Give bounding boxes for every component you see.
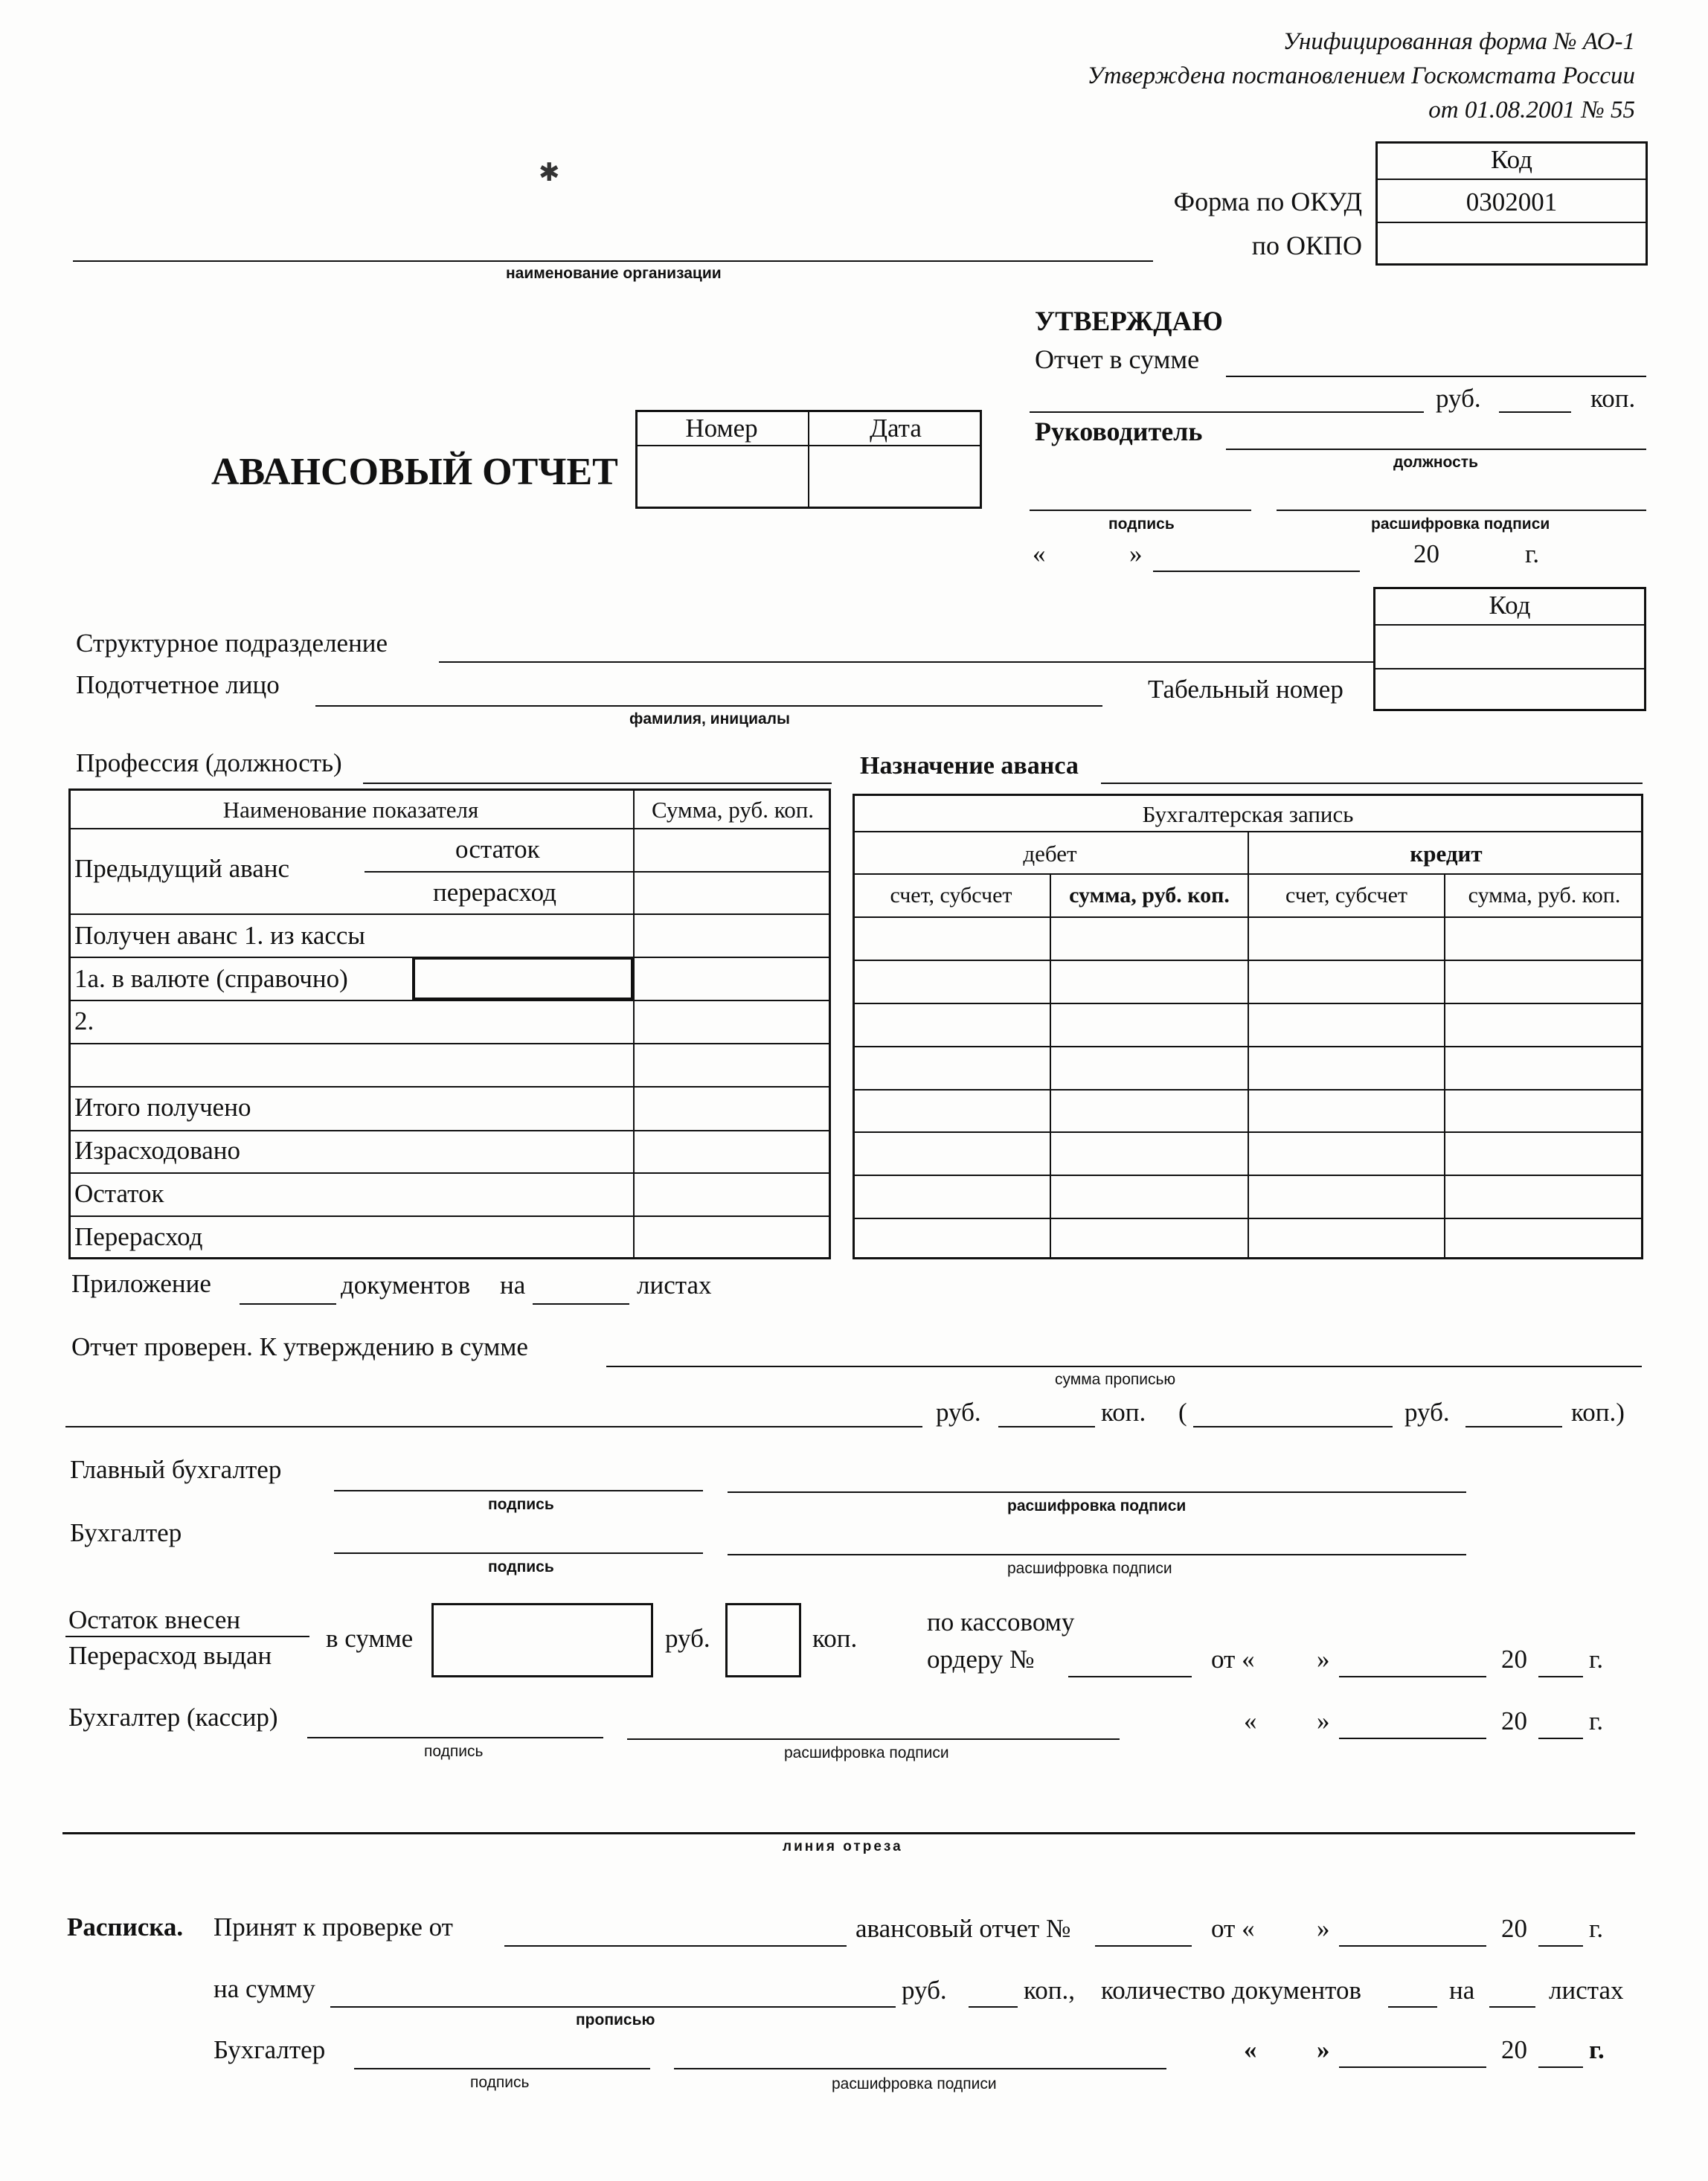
debit-sum-header: сумма, руб. коп. (1069, 883, 1230, 908)
doc-number-field[interactable] (638, 447, 807, 507)
row2-label: 2. (74, 1006, 94, 1035)
receipt-from-quote: от « (1211, 1914, 1255, 1943)
cashier-signature-caption: подпись (424, 1743, 484, 1760)
cashier-year-suffix: г. (1589, 1706, 1604, 1735)
cashier-quote-open: « (1244, 1706, 1257, 1735)
verified-kop-close: коп.) (1571, 1398, 1625, 1427)
table-row-divider (68, 1043, 831, 1044)
credit-account-cell[interactable] (1250, 1134, 1442, 1172)
cash-from-quote: от « (1211, 1645, 1255, 1674)
credit-account-cell[interactable] (1250, 1005, 1442, 1044)
division-label: Структурное подразделение (76, 629, 388, 658)
accountable-label: Подотчетное лицо (76, 670, 280, 699)
table-row-divider (68, 1130, 831, 1131)
sum-prev-remainder[interactable] (635, 830, 829, 870)
overrun-label: Перерасход (74, 1222, 203, 1251)
cash-month-field[interactable] (1339, 1676, 1486, 1677)
cash-divider (65, 1636, 309, 1637)
overrun-issued-label: Перерасход выдан (68, 1641, 272, 1670)
approved-date-label: от 01.08.2001 № 55 (1428, 97, 1635, 123)
currency-code-field[interactable] (412, 957, 634, 1000)
debit-sum-cell[interactable] (1052, 1048, 1246, 1087)
attachment-sheets-field[interactable] (533, 1303, 629, 1305)
debit-sum-cell[interactable] (1052, 1177, 1246, 1215)
verified-words-field[interactable] (65, 1426, 922, 1427)
cut-line (62, 1832, 1635, 1834)
credit-header: кредит (1410, 841, 1483, 867)
col-name-header: Наименование показателя (222, 797, 479, 823)
cash-kop-label: коп. (812, 1624, 858, 1653)
table-row-divider (365, 871, 831, 873)
table-row-divider (68, 828, 831, 829)
approve-month-field[interactable] (1153, 571, 1360, 572)
receipt-title: Расписка. (67, 1912, 184, 1941)
receipt-year-prefix: 20 (1501, 1914, 1527, 1943)
cash-rub-label: руб. (665, 1624, 710, 1653)
receipt-accepted-label: Принят к проверке от (214, 1912, 453, 1941)
okud-code-value[interactable]: 0302001 (1465, 187, 1558, 216)
received-label: Получен аванс 1. из кассы (74, 921, 365, 950)
accountant-label: Бухгалтер (70, 1518, 182, 1547)
division-field[interactable] (439, 661, 1373, 663)
credit-sum-cell[interactable] (1446, 962, 1642, 1000)
sum-row2[interactable] (635, 1002, 829, 1041)
codes-divider (1375, 222, 1648, 223)
receipt-for-sum-label: на сумму (214, 1974, 315, 2003)
date-header: Дата (870, 414, 922, 443)
debit-sum-cell[interactable] (1052, 1134, 1246, 1172)
col-sum-header: Сумма, руб. коп. (651, 797, 815, 823)
receipt-sign-year-suffix: г. (1589, 2035, 1605, 2064)
attachment-docs-field[interactable] (240, 1303, 336, 1305)
receipt-quote-open: « (1244, 2035, 1257, 2064)
division-code-field[interactable] (1375, 626, 1644, 666)
currency-label: 1а. в валюте (справочно) (74, 964, 348, 993)
receipt-accountant-label: Бухгалтер (214, 2035, 326, 2064)
receipt-docs-count-label: количество документов (1101, 1976, 1361, 2005)
cut-line-caption: линия отреза (783, 1839, 903, 1854)
credit-account-cell[interactable] (1250, 962, 1442, 1000)
cashier-year-field[interactable] (1538, 1738, 1583, 1739)
receipt-sheets-field[interactable] (1489, 2006, 1535, 2008)
accountant-signature-field[interactable] (334, 1552, 703, 1554)
chief-decode-field[interactable] (728, 1491, 1466, 1493)
person-codes-divider (1373, 668, 1646, 669)
approve-date-quote-close: » (1129, 539, 1143, 568)
receipt-advance-report-label: авансовый отчет № (855, 1914, 1071, 1943)
sum-spent[interactable] (635, 1132, 829, 1171)
prev-overspend-label: перерасход (433, 878, 556, 907)
receipt-kop-label: коп., (1024, 1976, 1075, 2005)
debit-account-cell[interactable] (855, 1005, 1048, 1044)
receipt-year-suffix: г. (1589, 1914, 1604, 1943)
credit-sum-cell[interactable] (1446, 1134, 1642, 1172)
okpo-code-field[interactable] (1377, 224, 1646, 264)
credit-account-header: счет, субсчет (1285, 883, 1407, 908)
profession-label: Профессия (должность) (76, 748, 342, 777)
cash-year-field[interactable] (1538, 1676, 1583, 1677)
purpose-field[interactable] (1101, 783, 1643, 784)
verified-rub-label: руб. (936, 1398, 981, 1427)
tab-number-field[interactable] (1375, 670, 1644, 709)
balance-label: Остаток (74, 1179, 164, 1208)
approved-by-label: Утверждена постановлением Госкомстата России (1087, 62, 1635, 89)
kod-header: Код (1491, 145, 1532, 174)
order-no-label: ордеру № (927, 1645, 1035, 1674)
debit-account-cell[interactable] (855, 1091, 1048, 1130)
credit-sum-cell[interactable] (1446, 1048, 1642, 1087)
verified-kop-field[interactable] (998, 1426, 1095, 1427)
sum-received[interactable] (635, 916, 829, 955)
debit-header: дебет (1023, 841, 1077, 867)
person-codes-divider (1373, 624, 1646, 626)
sum-overrun[interactable] (635, 1218, 829, 1257)
verified-kop2-field[interactable] (1465, 1426, 1562, 1427)
debit-sum-cell[interactable] (1052, 1005, 1246, 1044)
chief-accountant-label: Главный бухгалтер (70, 1455, 282, 1484)
receipt-rub-label: руб. (902, 1976, 947, 2005)
table-row-divider (68, 1215, 831, 1217)
credit-sum-cell[interactable] (1446, 1091, 1642, 1130)
receipt-quote-close: » (1317, 1914, 1330, 1943)
cashier-quote-close: » (1317, 1706, 1330, 1735)
receipt-sign-month-field[interactable] (1339, 2066, 1486, 2068)
credit-account-cell[interactable] (1250, 919, 1442, 957)
approve-kop-label: коп. (1590, 384, 1636, 413)
head-decode-field[interactable] (1277, 510, 1646, 511)
receipt-on-label: на (1449, 1976, 1475, 2005)
cash-quote-close: » (1317, 1645, 1330, 1674)
decode-caption: расшифровка подписи (1371, 515, 1550, 533)
verified-sum-field[interactable] (606, 1366, 1642, 1367)
ink-blot: ✱ (539, 159, 560, 187)
position-caption: должность (1393, 454, 1478, 471)
codes-divider (1375, 179, 1648, 180)
table-col-divider (633, 788, 635, 1259)
verified-kop-label: коп. (1101, 1398, 1146, 1427)
debit-account-cell[interactable] (855, 919, 1048, 957)
in-sum-label: в сумме (326, 1624, 414, 1653)
attachment-on-label: на (500, 1271, 526, 1300)
receipt-decode-field[interactable] (674, 2068, 1166, 2069)
head-position-field[interactable] (1226, 449, 1646, 450)
credit-account-cell[interactable] (1250, 1177, 1442, 1215)
approve-sum-label: Отчет в сумме (1035, 344, 1200, 374)
prev-advance-label: Предыдущий аванс (74, 854, 290, 883)
verified-paren-open: ( (1178, 1398, 1187, 1427)
receipt-signature-field[interactable] (354, 2068, 650, 2069)
verified-label: Отчет проверен. К утверждению в сумме (71, 1332, 528, 1361)
credit-sum-cell[interactable] (1446, 1177, 1642, 1215)
okpo-label: по ОКПО (1251, 231, 1362, 260)
debit-account-cell[interactable] (855, 1134, 1048, 1172)
debit-account-cell[interactable] (855, 962, 1048, 1000)
credit-sum-cell[interactable] (1446, 1220, 1642, 1259)
debit-account-cell[interactable] (855, 1048, 1048, 1087)
doc-title: АВАНСОВЫЙ ОТЧЕТ (211, 451, 618, 493)
tab-number-label: Табельный номер (1148, 675, 1343, 704)
sum-balance[interactable] (635, 1175, 829, 1214)
cashier-signature-field[interactable] (307, 1737, 603, 1738)
credit-account-cell[interactable] (1250, 1091, 1442, 1130)
accountant-signature-caption: подпись (488, 1558, 554, 1575)
acc-col-divider (1050, 873, 1051, 1259)
remainder-deposited-label: Остаток внесен (68, 1605, 241, 1634)
receipt-signature-caption: подпись (470, 2074, 530, 2091)
credit-sum-cell[interactable] (1446, 1005, 1642, 1044)
receipt-year-field[interactable] (1538, 1945, 1583, 1947)
receipt-month-field[interactable] (1339, 1945, 1486, 1947)
receipt-docs-count-field[interactable] (1388, 2006, 1437, 2008)
chief-decode-caption: расшифровка подписи (1007, 1497, 1187, 1515)
debit-account-cell[interactable] (855, 1177, 1048, 1215)
cashier-decode-field[interactable] (627, 1738, 1120, 1740)
prev-remainder-label: остаток (455, 835, 540, 864)
approve-sum-field[interactable] (1226, 376, 1646, 377)
approve-year-suffix: г. (1525, 539, 1540, 568)
credit-account-cell[interactable] (1250, 1220, 1442, 1259)
accountant-decode-caption: расшифровка подписи (1007, 1560, 1172, 1577)
receipt-decode-caption: расшифровка подписи (832, 2075, 997, 2092)
cashier-label: Бухгалтер (кассир) (68, 1703, 278, 1732)
receipt-kop-field[interactable] (969, 2006, 1018, 2008)
person-kod-header: Код (1489, 591, 1531, 620)
debit-sum-cell[interactable] (1052, 962, 1246, 1000)
acc-title: Бухгалтерская запись (1142, 801, 1354, 827)
by-cash-order-label: по кассовому (927, 1607, 1075, 1636)
receipt-accepted-from-field[interactable] (504, 1945, 847, 1947)
table-row-divider (68, 1172, 831, 1174)
spent-label: Израсходовано (74, 1136, 241, 1165)
cash-year-prefix: 20 (1501, 1645, 1527, 1674)
cash-rub-field[interactable] (431, 1603, 653, 1677)
organization-caption: наименование организации (506, 265, 722, 282)
credit-account-cell[interactable] (1250, 1048, 1442, 1087)
receipt-sign-year-field[interactable] (1538, 2066, 1583, 2068)
accountable-field[interactable] (315, 705, 1102, 707)
chief-signature-caption: подпись (488, 1496, 554, 1513)
approve-rub-label: руб. (1436, 384, 1481, 413)
acc-col-divider (1444, 873, 1445, 1259)
verified-rub2-label: руб. (1404, 1398, 1450, 1427)
approve-date-quote-open: « (1033, 539, 1046, 568)
cash-order-number-field[interactable] (1068, 1676, 1192, 1677)
receipt-sum-words-field[interactable] (330, 2006, 896, 2008)
profession-field[interactable] (363, 783, 832, 784)
cash-year-suffix: г. (1589, 1645, 1604, 1674)
table-row-divider (68, 1086, 831, 1088)
purpose-label: Назначение аванса (860, 752, 1079, 780)
approve-kop-field[interactable] (1499, 411, 1571, 413)
cashier-decode-caption: расшифровка подписи (784, 1744, 949, 1761)
debit-account-cell[interactable] (855, 1220, 1048, 1259)
name-caption: фамилия, инициалы (629, 710, 790, 727)
head-label: Руководитель (1035, 417, 1203, 446)
receipt-sheets-label: листах (1549, 1976, 1624, 2005)
attachment-label: Приложение (71, 1269, 211, 1298)
receipt-sign-year-prefix: 20 (1501, 2035, 1527, 2064)
accountant-decode-field[interactable] (728, 1554, 1466, 1555)
approve-title: УТВЕРЖДАЮ (1035, 306, 1223, 337)
number-header: Номер (685, 414, 758, 443)
attachment-documents-label: документов (341, 1271, 471, 1300)
sum-prev-overspend[interactable] (635, 873, 829, 912)
signature-caption: подпись (1108, 515, 1175, 533)
sum-total-received[interactable] (635, 1088, 829, 1128)
approve-sum-words-field[interactable] (1030, 411, 1424, 413)
cashier-month-field[interactable] (1339, 1738, 1486, 1739)
debit-sum-cell[interactable] (1052, 1091, 1246, 1130)
okud-label: Форма по ОКУД (1173, 187, 1362, 216)
unified-form-label: Унифицированная форма № АО-1 (1282, 28, 1635, 55)
receipt-in-words-caption: прописью (576, 2011, 655, 2029)
cash-kop-field[interactable] (725, 1603, 801, 1677)
cashier-year-prefix: 20 (1501, 1706, 1527, 1735)
chief-signature-field[interactable] (334, 1490, 703, 1491)
words-caption: сумма прописью (1055, 1371, 1176, 1388)
sum-currency[interactable] (635, 959, 829, 998)
head-signature-field[interactable] (1030, 510, 1251, 511)
doc-date-field[interactable] (811, 447, 980, 507)
approve-year-prefix: 20 (1413, 539, 1439, 568)
organization-field[interactable] (73, 260, 1153, 262)
sum-row3[interactable] (635, 1045, 829, 1085)
credit-sum-header: сумма, руб. коп. (1468, 883, 1621, 908)
credit-sum-cell[interactable] (1446, 919, 1642, 957)
attachment-sheets-label: листах (637, 1271, 712, 1300)
receipt-date-quote-close: » (1317, 2035, 1330, 2064)
debit-account-header: счет, субсчет (890, 883, 1012, 908)
verified-rub2-field[interactable] (1193, 1426, 1393, 1427)
table-row-divider (68, 913, 831, 915)
receipt-report-number-field[interactable] (1095, 1945, 1192, 1947)
total-received-label: Итого получено (74, 1093, 251, 1122)
debit-sum-cell[interactable] (1052, 919, 1246, 957)
debit-sum-cell[interactable] (1052, 1220, 1246, 1259)
